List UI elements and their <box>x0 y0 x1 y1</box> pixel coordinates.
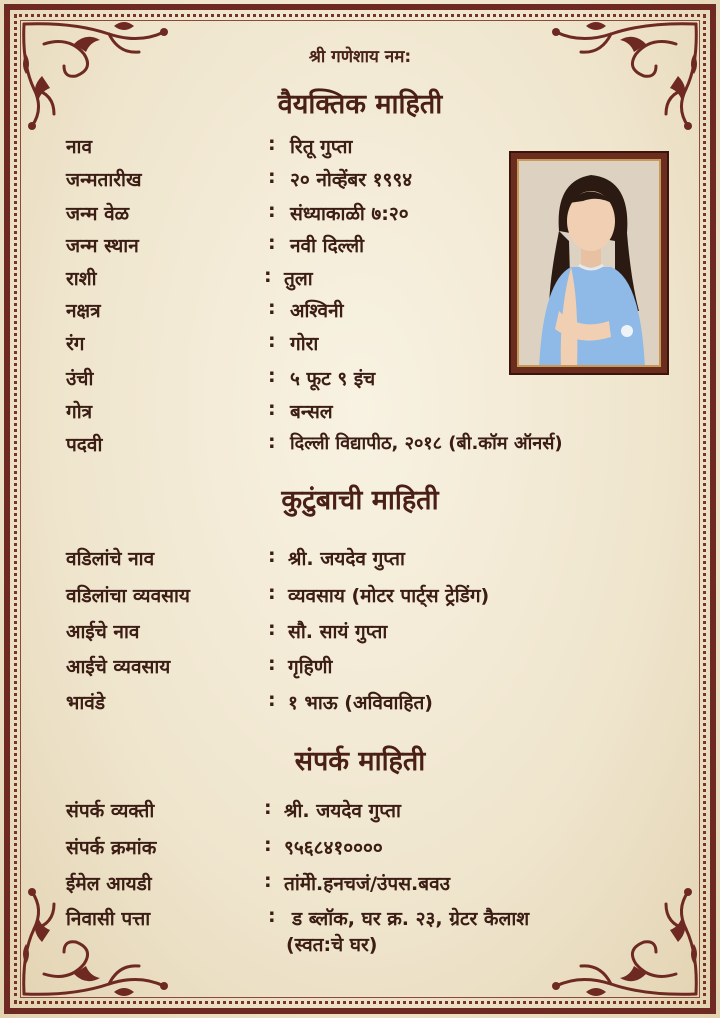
row-colon: : <box>268 133 276 155</box>
invocation-text: श्री गणेशाय नम: <box>308 47 412 67</box>
row-value-line-2: (स्वत:चे घर) <box>286 934 378 956</box>
row-label: आईचे नाव <box>66 621 140 643</box>
row-value: संध्याकाळी ७:२० <box>290 203 409 225</box>
row-colon: : <box>268 905 276 927</box>
row-label: वडिलांचे नाव <box>66 548 155 570</box>
row-value: १ भाऊ (अविवाहित) <box>288 692 433 714</box>
row-label: गोत्र <box>66 401 93 423</box>
row-colon: : <box>268 398 276 420</box>
row-value: तुला <box>284 268 313 290</box>
row-label: संपर्क क्रमांक <box>66 837 157 859</box>
row-value: ९५६८४१०००० <box>284 837 383 859</box>
row-value: ५ फूट ९ इंच <box>290 368 376 390</box>
row-value: २० नोव्हेंबर १९९४ <box>290 169 413 191</box>
row-label: वडिलांचा व्यवसाय <box>66 585 190 607</box>
row-label: भावंडे <box>66 692 106 714</box>
row-label: जन्म स्थान <box>66 235 139 257</box>
row-label: आईचे व्यवसाय <box>66 656 171 678</box>
row-colon: : <box>268 166 276 188</box>
row-label: संपर्क व्यक्ती <box>66 800 155 822</box>
family-section-title: कुटुंबाची माहिती <box>281 485 439 516</box>
row-value: दिल्ली विद्यापीठ, २०१८ (बी.कॉम ऑनर्स) <box>290 433 563 454</box>
row-colon: : <box>268 431 276 453</box>
row-label: उंची <box>66 368 94 390</box>
row-colon: : <box>268 653 276 675</box>
corner-ornament-icon <box>14 884 184 1004</box>
row-colon: : <box>268 618 276 640</box>
row-value: नवी दिल्ली <box>290 235 365 257</box>
row-colon: : <box>268 582 276 604</box>
personal-section-title: वैयक्तिक माहिती <box>277 89 443 120</box>
row-colon: : <box>264 265 272 287</box>
row-label: निवासी पत्ता <box>66 908 151 930</box>
row-value: श्री. जयदेव गुप्ता <box>284 800 401 822</box>
row-value: ड ब्लॉक, घर क्र. २३, ग्रेटर कैलाश <box>292 908 530 930</box>
row-label: जन्मतारीख <box>66 169 142 191</box>
row-colon: : <box>268 297 276 319</box>
row-value: गृहिणी <box>288 656 333 678</box>
portrait-photo-icon <box>519 161 661 367</box>
row-value: तांमेी.हनचजं/उंपस.बवउ <box>284 873 451 895</box>
row-value: अश्विनी <box>290 300 344 322</box>
row-value: गोरा <box>290 333 319 355</box>
row-colon: : <box>268 330 276 352</box>
row-value: बन्सल <box>290 401 333 423</box>
row-value: सौ. सायं गुप्ता <box>288 621 388 643</box>
row-label: रंग <box>66 333 85 355</box>
row-colon: : <box>264 870 272 892</box>
row-label: जन्म वेळ <box>66 203 130 225</box>
contact-section-title: संपर्क माहिती <box>294 746 426 777</box>
profile-photo <box>517 159 661 367</box>
row-colon: : <box>268 689 276 711</box>
corner-ornament-icon <box>536 884 706 1004</box>
row-label: नक्षत्र <box>66 300 101 322</box>
row-colon: : <box>268 232 276 254</box>
row-colon: : <box>264 834 272 856</box>
row-label: ईमेल आयडी <box>66 873 152 895</box>
row-label: पदवी <box>66 434 103 456</box>
row-colon: : <box>268 365 276 387</box>
row-value: रितू गुप्ता <box>290 136 353 158</box>
row-label: राशी <box>66 268 97 290</box>
row-label: नाव <box>66 136 93 158</box>
row-colon: : <box>268 200 276 222</box>
row-value: व्यवसाय (मोटर पार्ट्स ट्रेडिंग) <box>288 585 490 607</box>
photo-frame <box>509 151 669 375</box>
row-colon: : <box>264 797 272 819</box>
row-colon: : <box>268 545 276 567</box>
row-value: श्री. जयदेव गुप्ता <box>288 548 405 570</box>
